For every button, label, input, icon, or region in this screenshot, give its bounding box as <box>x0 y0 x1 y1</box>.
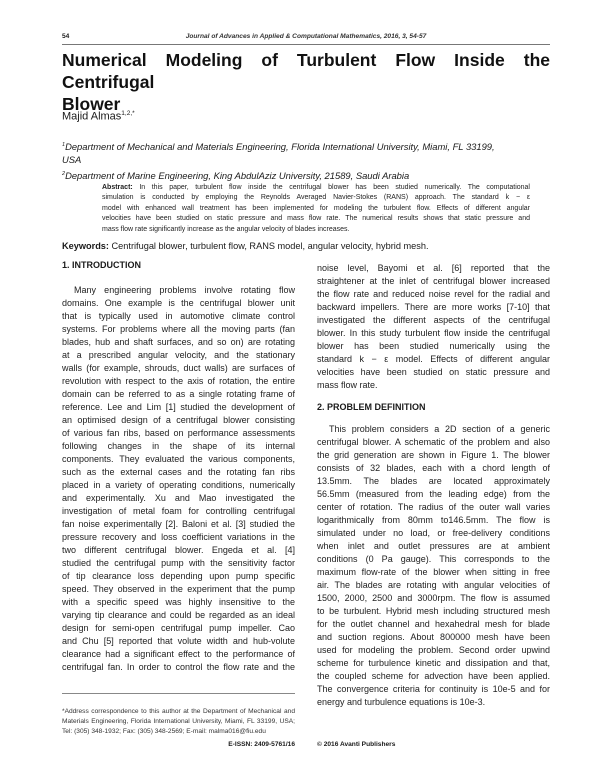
text-line: and suction regions. About 800000 mesh have been <box>317 632 550 642</box>
text-line: investigated the different aspects of the centrifugal <box>317 315 550 325</box>
text-line: consists of 32 blades, each with a chord length of <box>317 463 550 473</box>
text-line: 1500, 2000, 2500 and 3000rpm. The flow is assumed <box>317 593 550 603</box>
footnote-line: Tel: (305) 348-1932; Fax: (305) 348-2569; E-mail: malma016@fiu.edu <box>62 728 266 735</box>
text-line: standard k − ε model. Effects of different angular <box>317 354 550 364</box>
text-line: investigation of metal foam for controlling centrifugal <box>62 506 295 516</box>
issn: E-ISSN: 2409-5761/16 <box>228 741 295 748</box>
text-line: for the outlet channel and hexahedral mesh for blade <box>317 619 550 629</box>
text-line: to be turbulent. Hybrid mesh including structured mesh <box>317 606 550 616</box>
text-line: speed. They observed in the experiment that the pump <box>62 584 295 594</box>
text-line: revolution with respect to the axis of rotation, the entire <box>62 376 295 386</box>
abstract-label: Abstract: <box>102 184 133 191</box>
footnote-divider <box>62 693 295 694</box>
text-line: such as the external cases and the rotating fan ribs <box>62 467 295 477</box>
text-line: noise level, Bayomi et al. [6] reported that the <box>317 263 550 273</box>
affiliation-2 <box>62 168 550 182</box>
abstract <box>102 183 530 235</box>
text-line: This problem considers a 2D section of a generic <box>329 424 550 434</box>
intro-column-left <box>62 284 295 674</box>
text-line: clearance had a significant effect to the performance of <box>62 649 295 659</box>
text-line: an optimised design of a centrifugal blower consisting <box>62 415 295 425</box>
author <box>62 110 135 123</box>
title-line-1: Numerical Modeling of Turbulent Flow Inside the Centrifugal <box>62 50 550 92</box>
abstract-line: simulation is conducted by employing the Reynolds Averaged Navier-Stokes (RANS) approach. The standard k − ε <box>102 194 530 202</box>
text-line: velocities have been studied on static pressure and <box>317 367 550 377</box>
text-line: energy and turbulence equations is 10e-3. <box>317 697 486 707</box>
text-line: Many engineering problems involve rotating flow <box>74 285 295 295</box>
affiliation-mark: 2 <box>62 171 66 177</box>
footnote-line: *Address correspondence to this author at the Department of Mechanical and <box>62 708 295 715</box>
keywords-text: Centrifugal blower, turbulent flow, RANS model, angular velocity, hybrid mesh. <box>111 241 429 251</box>
text-line: that is typically used in automotive climate control <box>62 311 295 321</box>
text-line: placed in a variety of operating conditions, numerically <box>62 480 295 490</box>
running-header <box>62 33 550 45</box>
text-line: center of rotation. The radius of the outer wall varies <box>317 502 550 512</box>
text-line: domain can be referred to as a single rotating frame of <box>62 389 295 399</box>
text-line: 13.5mm. The blades are located approximately <box>317 476 550 486</box>
page-number: 54 <box>62 33 70 40</box>
text-line: blower has been studied numerically using the <box>317 341 550 351</box>
abstract-line: mass flow rate significantly increase as the angular velocity of blades increases. <box>102 225 350 233</box>
text-line: blades, hub and shaft surfaces, and so on) are rotating <box>62 337 295 347</box>
correspondence-footnote <box>62 707 295 737</box>
author-marks: 1,2,* <box>121 110 135 117</box>
section-heading-problem-definition: 2. PROBLEM DEFINITION <box>317 402 426 412</box>
text-line: centrifugal blower. A schematic of the problem and also <box>317 437 550 447</box>
author-name: Majid Almas <box>62 110 122 123</box>
copyright: © 2016 Avanti Publishers <box>317 741 396 748</box>
text-line: domains. One example is the centrifugal blower unit <box>62 298 295 308</box>
affiliation-text: Department of Mechanical and Materials Engineering, Florida International University, Miami, FL 33199, <box>65 141 495 153</box>
abstract-line: model with enhanced wall treatment has been implemented for modeling the turbulent flow. Effects of different angular <box>102 204 530 212</box>
text-line: The convergence criteria for continuity is 10e-5 and for <box>317 684 550 694</box>
text-line: the coupled scheme for advection have been applied. <box>317 671 550 681</box>
text-line: at a prescribed angular velocity, and the stationary <box>62 350 295 360</box>
keywords-label: Keywords: <box>62 241 109 251</box>
text-line: of various fan ribs, based on performance assessments <box>62 428 295 438</box>
affiliation-text: Department of Marine Engineering, King AbdulAziz University, 21589, Saudi Arabia <box>65 170 410 182</box>
text-line: logarithmically from 80mm to146.5mm. The flow is <box>317 515 550 525</box>
text-line: maximum flow-rate of the blower when sitting in free <box>317 567 550 577</box>
problem-definition-body <box>317 423 550 709</box>
text-line: blower. In this study turbulent flow inside the centrifugal <box>317 328 550 338</box>
journal-citation: Journal of Advances in Applied & Computational Mathematics, 2016, 3, 54-57 <box>185 33 427 40</box>
text-line: mass flow rate. <box>317 380 378 390</box>
text-line: fan noise experimentally [2]. Baloni et al. [3] studied the <box>62 519 295 529</box>
text-line: 56.5mm (measured from the leading edge) from the <box>317 489 550 499</box>
abstract-line: In this paper, turbulent flow inside the centrifugal blower has been studied numerically. The computational <box>139 184 530 191</box>
text-line: systems. For problems where all the moving parts (fan <box>62 324 295 334</box>
text-line: straightener at the inlet of centrifugal blower increased <box>317 276 550 286</box>
intro-column-right <box>317 262 550 392</box>
text-line: conditions (0 Pa gauge). This corresponds to the <box>317 554 550 564</box>
text-line: simulated under no load, or free-delivery conditions <box>317 528 550 538</box>
text-line: two different centrifugal blower. Engeda et al. [4] <box>62 545 295 555</box>
text-line: centrifugal fan. In order to control the flow rate and the <box>62 662 295 672</box>
text-line: backward impellers. There are more works [7-10] that <box>317 302 550 312</box>
text-line: following changes in the shape of its internal <box>62 441 295 451</box>
text-line: when inlet and outlet pressures are at ambient <box>317 541 550 551</box>
text-line: pressure recovery and loss coefficient variations in the <box>62 532 295 542</box>
abstract-line: velocities have been studied on static pressure and mass flow rate. The numerical results shows that static pressure and <box>102 215 530 223</box>
text-line: the grid generation are shown in Figure 1. The blower <box>317 450 550 460</box>
text-line: with a specific speed was highly insensitive to the <box>62 597 295 607</box>
text-line: varying tip clearance and could be regarded as an ideal <box>62 610 295 620</box>
text-line: design for semi-open centrifugal pump impeller. Cao <box>62 623 295 633</box>
affiliation-text: USA <box>62 154 82 166</box>
text-line: scheme for turbulence kinetic and dissipation and that, <box>317 658 550 668</box>
text-line: walls (for example, shrouds, duct walls) are surfaces of <box>62 363 295 373</box>
keywords <box>62 240 429 253</box>
text-line: the flow rate and reduced noise revel for the radial and <box>317 289 550 299</box>
affiliation-mark: 1 <box>62 142 66 148</box>
text-line: air. The blades are rotating with angular velocities of <box>317 580 550 590</box>
title-line-2: Blower <box>62 94 121 114</box>
text-line: and Chu [5] reported that volute width and hub-volute <box>62 636 295 646</box>
text-line: of tip clearance loss depending upon pump specific <box>62 571 295 581</box>
text-line: components. They evaluated the various components, <box>62 454 295 464</box>
footnote-line: Materials Engineering, Florida International University, Miami, FL 33199, USA; <box>62 718 295 725</box>
text-line: used for modeling the problem. Second order upwind <box>317 645 550 655</box>
section-heading-introduction: 1. INTRODUCTION <box>62 260 142 270</box>
text-line: studied the centrifugal pump with the sensitivity factor <box>62 558 295 568</box>
text-line: and experimentally. Xu and Mao investigated the <box>62 493 295 503</box>
affiliation-1 <box>62 139 550 166</box>
text-line: reference. Lee and Lim [1] studied the development of <box>62 402 295 412</box>
paper-title <box>62 49 550 115</box>
